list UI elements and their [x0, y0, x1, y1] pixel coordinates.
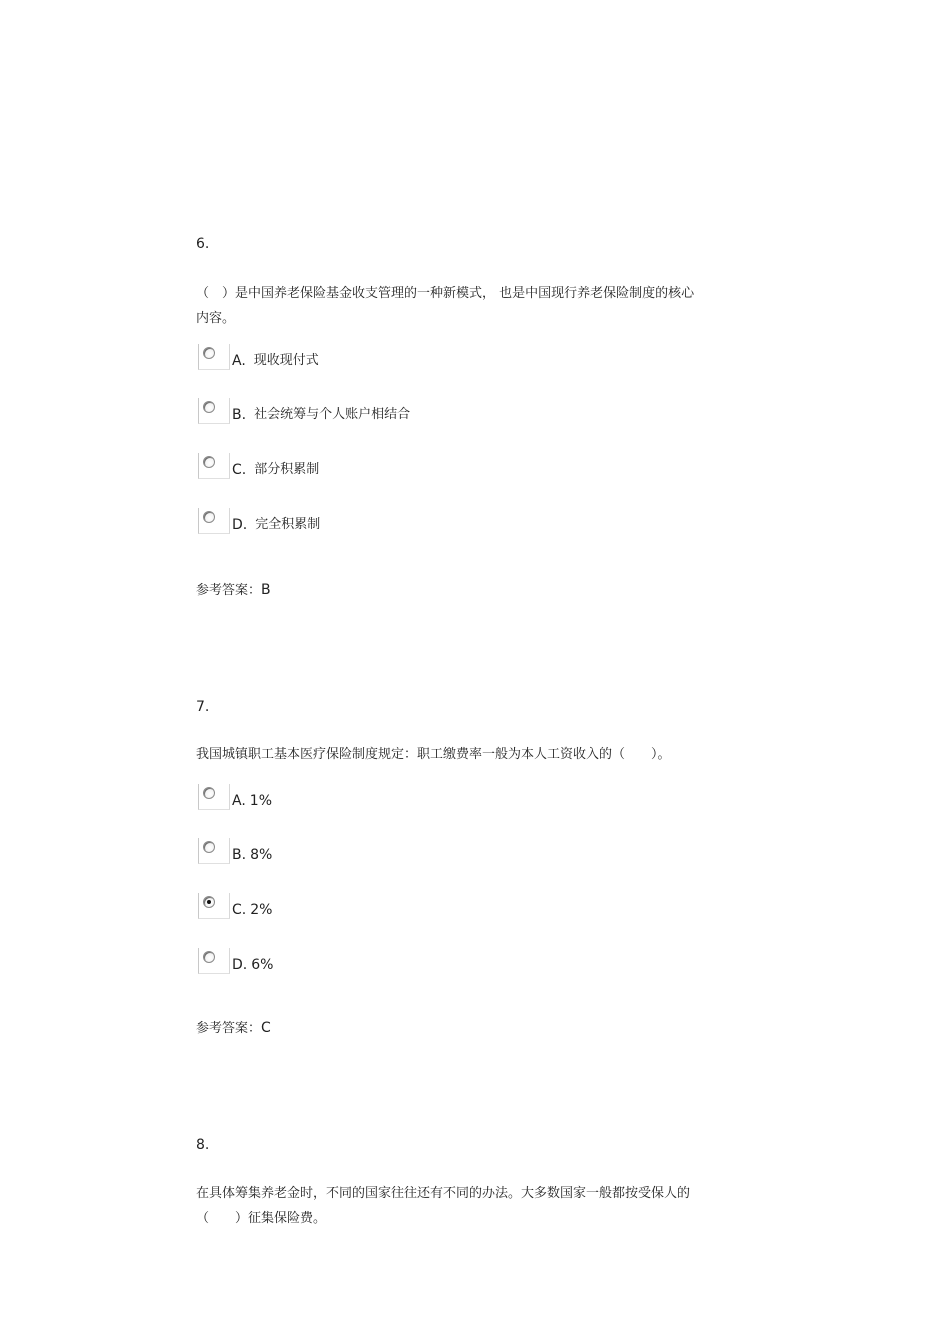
radio-icon	[203, 841, 215, 853]
answer-value: B	[261, 582, 271, 598]
radio-button[interactable]	[198, 453, 230, 479]
answer-label: 参考答案：	[196, 583, 262, 598]
question-stem-line: （ ）是中国养老保险基金收支管理的一种新模式， 也是中国现行养老保险制度的核心	[196, 286, 695, 301]
option-letter: D.	[232, 957, 248, 973]
option-letter: B.	[232, 847, 247, 863]
option-text: 社会统筹与个人账户相结合	[254, 407, 411, 422]
radio-icon	[203, 401, 215, 413]
question-number: 6.	[196, 236, 210, 252]
reference-answer	[196, 1017, 271, 1036]
radio-selected-icon	[203, 896, 215, 908]
radio-icon	[203, 951, 215, 963]
radio-button[interactable]	[198, 508, 230, 534]
option-text: 1%	[249, 793, 272, 809]
option-text: 2%	[250, 902, 273, 918]
option-letter: C.	[232, 902, 247, 918]
option-text: 6%	[251, 957, 274, 973]
question-stem-line: （ ）征集保险费。	[196, 1211, 327, 1226]
option-letter: D.	[232, 517, 248, 533]
option-letter: C.	[232, 462, 247, 478]
answer-value: C	[261, 1020, 271, 1036]
radio-icon	[203, 787, 215, 799]
option-letter: A.	[232, 793, 246, 809]
question-stem-line: 在具体筹集养老金时，不同的国家往往还有不同的办法。大多数国家一般都按受保人的	[196, 1186, 691, 1201]
radio-icon	[203, 511, 215, 523]
option-letter: A.	[232, 353, 246, 369]
radio-button[interactable]	[198, 344, 230, 370]
radio-button[interactable]	[198, 948, 230, 974]
option-c[interactable]	[198, 449, 319, 479]
option-letter: B.	[232, 407, 247, 423]
option-a[interactable]	[198, 340, 319, 370]
question-stem	[196, 1181, 756, 1231]
option-text: 完全积累制	[255, 517, 321, 532]
radio-button[interactable]	[198, 893, 230, 919]
option-d[interactable]	[198, 504, 320, 534]
option-b[interactable]	[198, 834, 272, 864]
radio-button[interactable]	[198, 784, 230, 810]
question-number: 7.	[196, 699, 210, 715]
reference-answer	[196, 579, 271, 598]
option-c[interactable]	[198, 889, 272, 919]
option-text: 部分积累制	[254, 462, 320, 477]
question-number: 8.	[196, 1137, 210, 1153]
radio-button[interactable]	[198, 398, 230, 424]
question-stem-line: 我国城镇职工基本医疗保险制度规定：职工缴费率一般为本人工资收入的（ ）。	[196, 747, 671, 762]
answer-label: 参考答案：	[196, 1021, 262, 1036]
option-a[interactable]	[198, 780, 272, 810]
radio-icon	[203, 456, 215, 468]
option-b[interactable]	[198, 394, 410, 424]
option-text: 8%	[250, 847, 273, 863]
question-stem-line: 内容。	[196, 311, 236, 326]
radio-button[interactable]	[198, 838, 230, 864]
option-text: 现收现付式	[253, 353, 319, 368]
question-stem	[196, 281, 756, 331]
option-d[interactable]	[198, 944, 273, 974]
question-stem	[196, 742, 756, 767]
radio-icon	[203, 347, 215, 359]
